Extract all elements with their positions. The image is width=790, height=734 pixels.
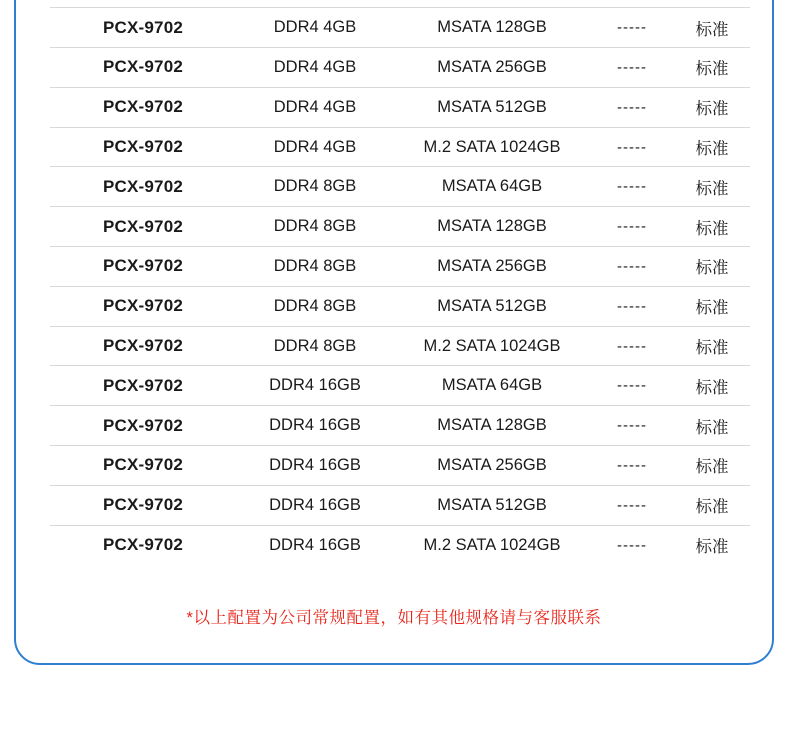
cell-other: 标准	[674, 8, 750, 48]
cell-model: PCX-9702	[50, 286, 236, 326]
cell-model: PCX-9702	[50, 87, 236, 127]
cell-extra: -----	[590, 48, 674, 88]
spec-panel	[14, 0, 774, 665]
table-row	[50, 286, 750, 326]
cell-model: PCX-9702	[50, 406, 236, 446]
cell-other: 标准	[674, 446, 750, 486]
cell-extra: -----	[590, 485, 674, 525]
cell-extra: -----	[617, 536, 647, 554]
cell-model: PCX-9702	[102, 535, 184, 555]
cell-extra: -----	[590, 127, 674, 167]
cell-extra: -----	[590, 286, 674, 326]
cell-storage: MSATA 256GB	[394, 446, 590, 486]
cell-model: PCX-9702	[50, 247, 236, 287]
cell-storage	[394, 0, 590, 8]
table-body	[50, 0, 750, 565]
cell-storage: MSATA 64GB	[394, 167, 590, 207]
cell-model	[50, 0, 236, 8]
cell-other: 标准	[674, 87, 750, 127]
cell-model: PCX-9702	[50, 207, 236, 247]
table-row	[50, 366, 750, 406]
cell-memory: DDR4 8GB	[236, 167, 394, 207]
cell-extra: -----	[590, 167, 674, 207]
cell-storage: M.2 SATA 1024GB	[394, 326, 590, 366]
cell-extra: -----	[590, 247, 674, 287]
cell-other: 标准	[674, 326, 750, 366]
cell-extra: -----	[590, 207, 674, 247]
cell-extra: -----	[590, 446, 674, 486]
table-row	[50, 87, 750, 127]
cell-storage: MSATA 64GB	[394, 366, 590, 406]
cell-memory: DDR4 4GB	[236, 127, 394, 167]
table-row	[50, 485, 750, 525]
cell-other: 标准	[674, 366, 750, 406]
table-row	[50, 127, 750, 167]
cell-extra: -----	[590, 406, 674, 446]
cell-storage: M.2 SATA 1024GB	[423, 535, 561, 554]
cell-storage: MSATA 256GB	[394, 247, 590, 287]
cell-storage: MSATA 128GB	[394, 207, 590, 247]
cell-storage: MSATA 512GB	[394, 485, 590, 525]
cell-extra: -----	[590, 87, 674, 127]
cell-memory: DDR4 16GB	[236, 366, 394, 406]
cell-model: PCX-9702	[50, 366, 236, 406]
cell-other: 标准	[674, 406, 750, 446]
cell-storage: MSATA 512GB	[394, 286, 590, 326]
cell-extra: -----	[590, 326, 674, 366]
cell-other: 标准	[674, 48, 750, 88]
cell-model: PCX-9702	[50, 167, 236, 207]
spec-panel-inner	[16, 0, 772, 663]
table-row	[50, 247, 750, 287]
cell-extra	[590, 0, 674, 8]
cell-storage: M.2 SATA 1024GB	[394, 127, 590, 167]
cell-memory: DDR4 8GB	[236, 326, 394, 366]
table-row	[50, 406, 750, 446]
cell-memory: DDR4 4GB	[236, 87, 394, 127]
cell-model: PCX-9702	[50, 127, 236, 167]
table-row	[50, 446, 750, 486]
cell-memory: DDR4 4GB	[236, 8, 394, 48]
cell-memory: DDR4 16GB	[236, 485, 394, 525]
cell-other: 标准	[674, 127, 750, 167]
table-row	[50, 8, 750, 48]
table-row	[50, 0, 750, 8]
cell-extra: -----	[590, 366, 674, 406]
table-row	[50, 326, 750, 366]
cell-extra: -----	[590, 8, 674, 48]
cell-memory: DDR4 16GB	[236, 446, 394, 486]
cell-memory: DDR4 8GB	[236, 286, 394, 326]
cell-memory: DDR4 8GB	[236, 207, 394, 247]
cell-storage: MSATA 128GB	[394, 8, 590, 48]
cell-model: PCX-9702	[50, 485, 236, 525]
cell-other: 标准	[674, 247, 750, 287]
cell-other: 标准	[674, 167, 750, 207]
cell-other: 标准	[674, 286, 750, 326]
cell-other: 标准	[674, 207, 750, 247]
cell-model: PCX-9702	[50, 326, 236, 366]
footnote: *以上配置为公司常规配置，如有其他规格请与客服联系	[186, 609, 602, 627]
cell-model: PCX-9702	[50, 446, 236, 486]
table-row	[50, 48, 750, 88]
table-row	[50, 207, 750, 247]
cell-memory	[236, 0, 394, 8]
table-row	[50, 525, 750, 565]
cell-memory: DDR4 16GB	[236, 406, 394, 446]
cell-other: 标准	[674, 485, 750, 525]
cell-memory: DDR4 4GB	[236, 48, 394, 88]
cell-model: PCX-9702	[50, 48, 236, 88]
cell-other	[674, 0, 750, 8]
cell-model: PCX-9702	[50, 8, 236, 48]
cell-memory: DDR4 8GB	[236, 247, 394, 287]
configuration-table	[50, 0, 750, 565]
cell-memory: DDR4 16GB	[269, 535, 361, 554]
cell-storage: MSATA 128GB	[394, 406, 590, 446]
cell-storage: MSATA 256GB	[394, 48, 590, 88]
table-row	[50, 167, 750, 207]
cell-storage: MSATA 512GB	[394, 87, 590, 127]
cell-other: 标准	[695, 538, 729, 557]
